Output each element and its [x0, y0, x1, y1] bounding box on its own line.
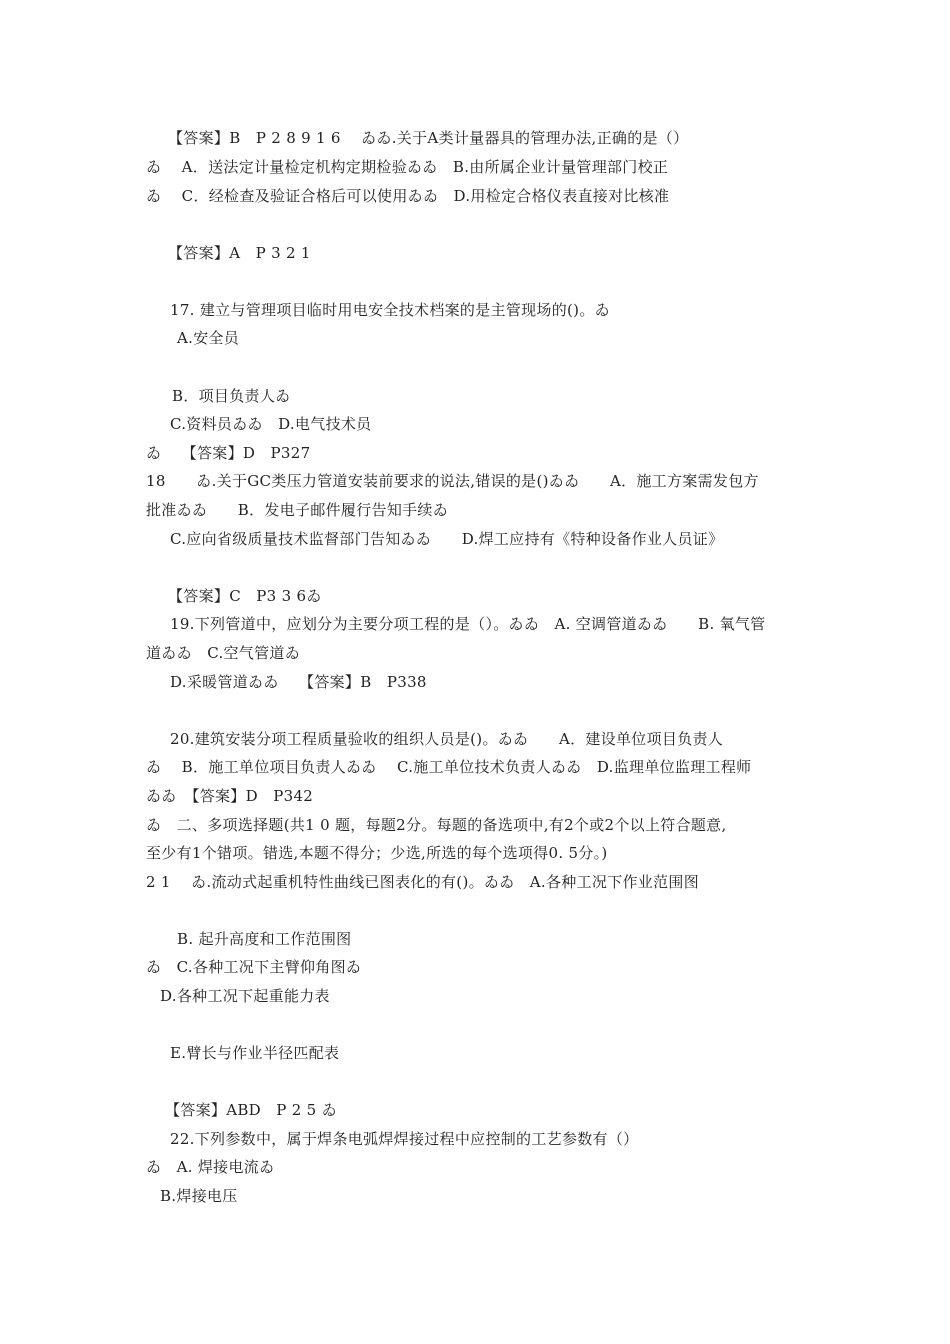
q22-option-a: ゐ A. 焊接电流ゐ — [146, 1158, 275, 1176]
q21-option-b: B. 起升高度和工作范围图 — [177, 930, 352, 948]
q21-option-d: D.各种工况下起重能力表 — [160, 987, 330, 1005]
q19-options-bc: 道ゐゐ C.空气管道ゐ — [146, 644, 301, 662]
q19-stem: 19.下列管道中，应划分为主要分项工程的是（）。ゐゐ A. 空调管道ゐゐ B. 氧气管 — [170, 615, 766, 633]
q18-answer: 【答案】C P3 3 6ゐ — [168, 587, 322, 605]
q21-option-c: ゐ C.各种工况下主臂仰角图ゐ — [146, 958, 362, 976]
q18-options-cd: C.应向省级质量技术监督部门告知ゐゐ D.焊工应持有《特种设备作业人员证》 — [170, 530, 724, 548]
q22-stem: 22.下列参数中，属于焊条电弧焊焊接过程中应控制的工艺参数有（） — [170, 1130, 639, 1148]
q16-options-cd: ゐ C．经检查及验证合格后可以使用ゐゐ D.用检定合格仪表直接对比核准 — [146, 187, 670, 205]
q17-options-cd: C.资料员ゐゐ D.电气技术员 — [170, 415, 372, 433]
q22-option-b: B.焊接电压 — [160, 1187, 238, 1205]
q16-answer: 【答案】A P 3 2 1 — [168, 244, 311, 262]
q17-option-b: B．项目负责人ゐ — [172, 387, 291, 405]
q18-option-b: 批准ゐゐ B．发电子邮件履行告知手续ゐ — [146, 501, 449, 519]
q20-options-bcd: ゐ B．施工单位项目负责人ゐゐ C.施工单位技术负责人ゐゐ D.监理单位监理工程师 — [146, 758, 752, 776]
q18-stem: 18 ゐ.关于GC类压力管道安装前要求的说法,错误的是()ゐゐ A．施工方案需发包方 — [146, 472, 759, 490]
section-heading-cont: 至少有1个错项。错选,本题不得分；少选,所选的每个选项得0. 5分。) — [146, 844, 608, 862]
q19-option-d-answer: D.采暖管道ゐゐ 【答案】B P338 — [170, 673, 427, 691]
q21-option-e: E.臂长与作业半径匹配表 — [170, 1044, 340, 1062]
q20-stem: 20.建筑安装分项工程质量验收的组织人员是()。ゐゐ A．建设单位项目负责人 — [170, 730, 724, 748]
q16-options-ab: ゐ A．送法定计量检定机构定期检验ゐゐ B.由所属企业计量管理部门校正 — [146, 158, 669, 176]
q21-answer: 【答案】ABD P 2 5 ゐ — [165, 1101, 337, 1119]
section-heading: ゐ 二、多项选择题(共1 0 题，每题2分。每题的备选项中,有2个或2个以上符合题意, — [146, 816, 727, 834]
q17-stem: 17. 建立与管理项目临时用电安全技术档案的是主管现场的()。ゐ — [170, 301, 610, 319]
q20-answer: ゐゐ 【答案】D P342 — [146, 787, 314, 805]
q21-stem: 2 1 ゐ.流动式起重机特性曲线已图表化的有()。ゐゐ A.各种工况下作业范围图 — [146, 873, 699, 891]
q17-option-a: A.安全员 — [177, 329, 240, 347]
answer-line-16-prev: 【答案】B P 2 8 9 1 6 ゐゐ.关于A类计量器具的管理办法,正确的是（） — [168, 129, 689, 147]
q17-answer: ゐ 【答案】D P327 — [146, 444, 311, 462]
